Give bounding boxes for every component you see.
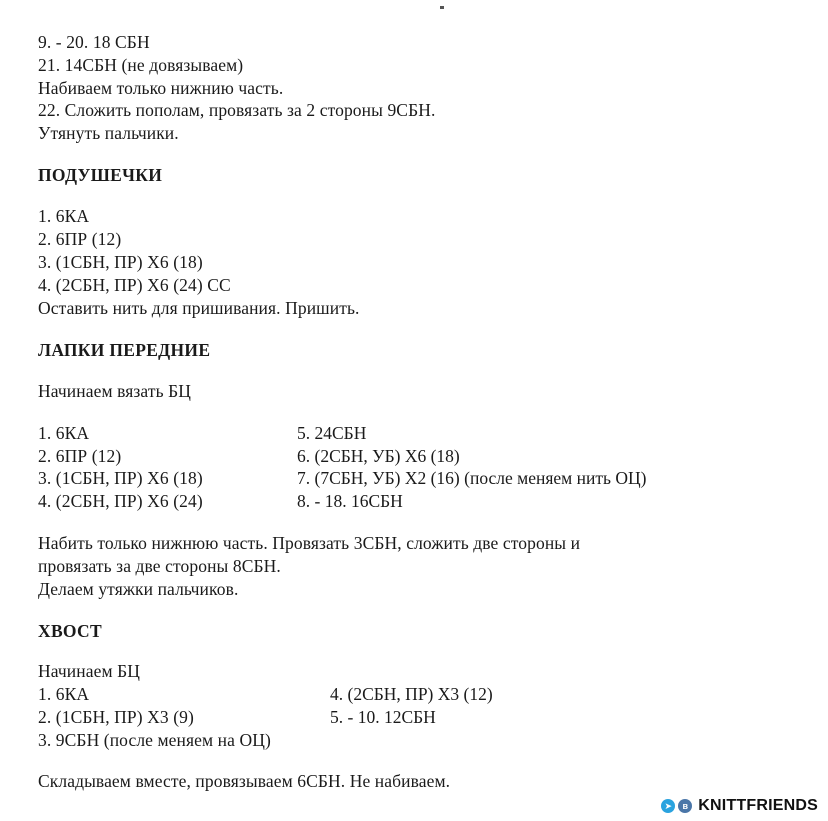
- tail-intro: Начинаем БЦ: [38, 661, 141, 681]
- tail-row: 2. (1СБН, ПР) Х3 (9): [38, 707, 194, 727]
- tail-row: 3. 9СБН (после меняем на ОЦ): [38, 730, 271, 750]
- section-title-front-paws: ЛАПКИ ПЕРЕДНИЕ: [38, 340, 211, 360]
- brand-name: KNITTFRIENDS: [698, 797, 818, 814]
- telegram-icon: ➤: [661, 799, 675, 813]
- vk-icon: в: [678, 799, 692, 813]
- pads-note: Оставить нить для пришивания. Пришить.: [38, 298, 360, 318]
- pattern-line: 21. 14СБН (не довязываем): [38, 55, 244, 75]
- section-title-pads: ПОДУШЕЧКИ: [38, 165, 163, 185]
- pads-row: 2. 6ПР (12): [38, 229, 122, 249]
- pattern-line: Утянуть пальчики.: [38, 123, 179, 143]
- pattern-line: 22. Сложить пополам, провязать за 2 стороны 9СБН.: [38, 100, 436, 120]
- pads-row: 3. (1СБН, ПР) Х6 (18): [38, 252, 203, 272]
- pads-row: 4. (2СБН, ПР) Х6 (24) СС: [38, 275, 231, 295]
- brand-watermark: [661, 796, 818, 816]
- front-paws-row: 1. 6КА: [38, 423, 90, 443]
- front-paws-row: 6. (2СБН, УБ) Х6 (18): [297, 446, 460, 466]
- front-paws-row: 3. (1СБН, ПР) Х6 (18): [38, 468, 203, 488]
- tail-row: 4. (2СБН, ПР) Х3 (12): [330, 684, 493, 704]
- front-paws-row: 4. (2СБН, ПР) Х6 (24): [38, 491, 203, 511]
- front-paws-row: 7. (7СБН, УБ) Х2 (16) (после меняем нить ОЦ): [297, 468, 647, 488]
- scan-mark: [440, 6, 444, 9]
- front-paws-row: 5. 24СБН: [297, 423, 367, 443]
- pads-row: 1. 6КА: [38, 206, 90, 226]
- front-paws-note: Делаем утяжки пальчиков.: [38, 579, 239, 599]
- front-paws-intro: Начинаем вязать БЦ: [38, 381, 192, 401]
- front-paws-note: Набить только нижнюю часть. Провязать 3СБН, сложить две стороны и: [38, 533, 581, 553]
- front-paws-row: 2. 6ПР (12): [38, 446, 122, 466]
- tail-row: 1. 6КА: [38, 684, 90, 704]
- front-paws-row: 8. - 18. 16СБН: [297, 491, 403, 511]
- tail-row: 5. - 10. 12СБН: [330, 707, 436, 727]
- front-paws-note: провязать за две стороны 8СБН.: [38, 556, 281, 576]
- tail-note: Складываем вместе, провязываем 6СБН. Не набиваем.: [38, 771, 451, 791]
- section-title-tail: ХВОСТ: [38, 621, 102, 641]
- pattern-line: 9. - 20. 18 СБН: [38, 32, 150, 52]
- pattern-line: Набиваем только нижнию часть.: [38, 78, 284, 98]
